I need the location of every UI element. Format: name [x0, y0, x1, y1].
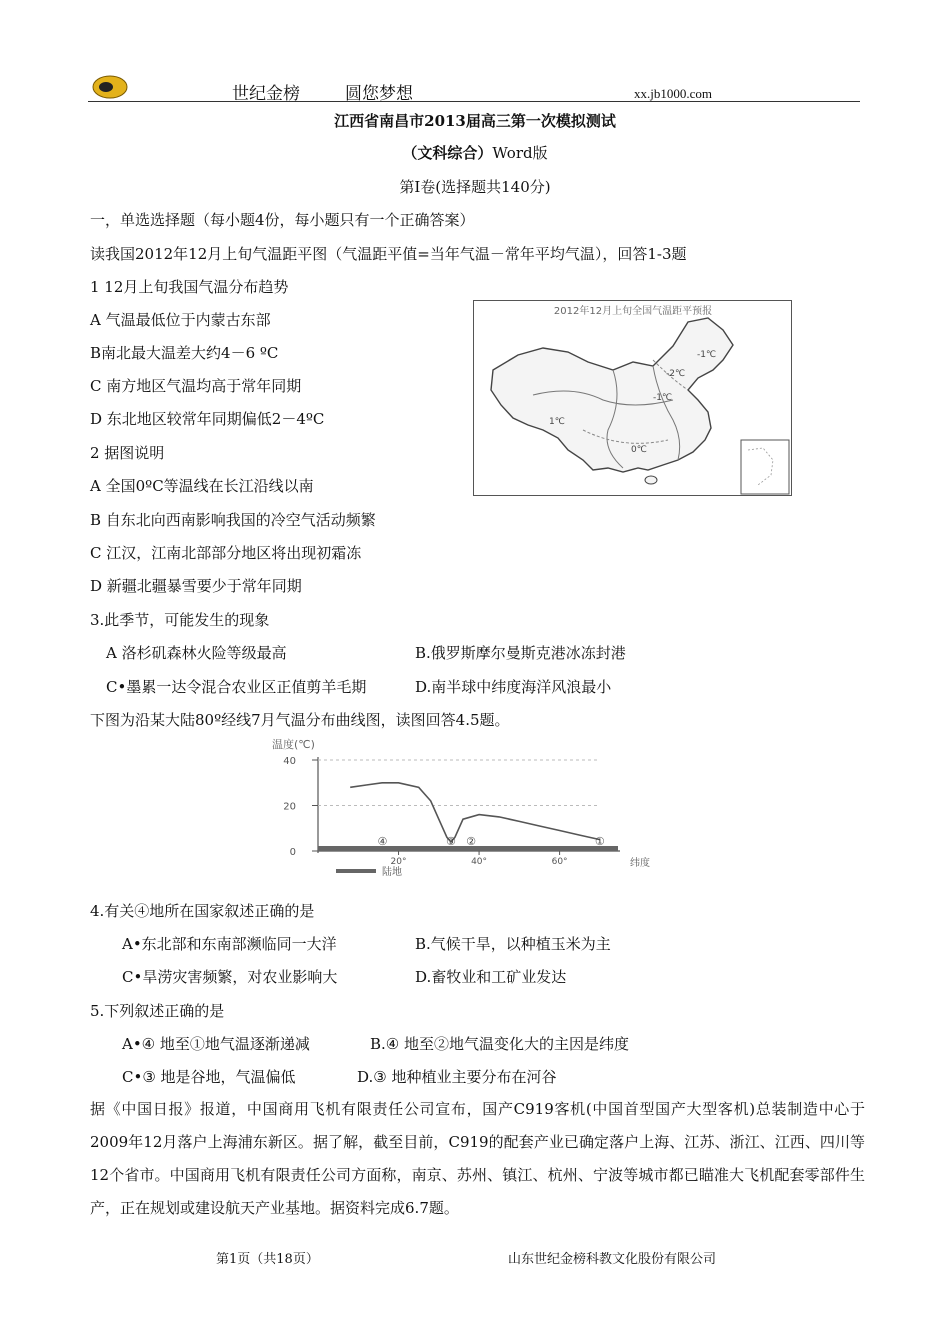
temperature-series-line [350, 783, 600, 842]
header-brand: 世纪金榜 [232, 84, 300, 104]
q2-stem: 2 据图说明 [90, 444, 165, 462]
point-marker-label: ① [594, 835, 605, 848]
map-label: 1℃ [549, 417, 565, 427]
legend-label: 陆地 [382, 867, 402, 878]
q5-stem: 5.下列叙述正确的是 [90, 1002, 225, 1020]
q3-stem: 3.此季节，可能发生的现象 [90, 611, 270, 629]
q2-option-c: C 江汉，江南北部部分地区将出现初霜冻 [90, 544, 362, 562]
temperature-anomaly-map [473, 300, 792, 496]
q3-option-a: A 洛杉矶森林火险等级最高 [106, 644, 287, 662]
y-tick-label: 20 [283, 801, 296, 813]
part-heading: 第Ⅰ卷(选择题共140分) [399, 178, 551, 196]
q1-option-d: D 东北地区较常年同期偏低2－4ºC [90, 410, 325, 428]
y-tick-label: 40 [283, 756, 296, 767]
q4-stem: 4.有关④地所在国家叙述正确的是 [90, 902, 315, 920]
q5-option-a: A•④ 地至①地气温逐渐递减 [122, 1035, 310, 1053]
map-title: 2012年12月上旬全国气温距平预报 [553, 306, 713, 317]
x-tick-label: 60° [551, 857, 568, 867]
q5-option-c: C•③ 地是谷地，气温偏低 [122, 1068, 296, 1086]
point-marker-label: ④ [377, 835, 388, 848]
map-label: -1℃ [653, 393, 673, 403]
reading-passage: 据《中国日报》报道，中国商用飞机有限责任公司宣布，国产C919客机(中国首型国产大型客机)总装制造中心于2009年12月落户上海浦东新区。据了解，截至目前，C919的配套产业已确定落户上海、江苏、浙江、江西、四川等12个省市。中国商用飞机有限责任公司方面称，南京、苏州、镇江、杭州、宁波等城市都已瞄准大飞机配套零部件生产，正在规划或建设航天产业基地。据资料完成6.7题。 [90, 1100, 865, 1217]
map-label: -2℃ [666, 369, 686, 379]
q2-option-a: A 全国0ºC等温线在长江沿线以南 [90, 477, 314, 495]
x-tick-label: 20° [390, 857, 407, 867]
q1-option-a: A 气温最低位于内蒙古东部 [90, 311, 271, 329]
point-marker-label: ② [466, 835, 476, 848]
q3-option-b: B.俄罗斯摩尔曼斯克港冰冻封港 [415, 644, 626, 662]
footer-page: 第1页（共18页） [216, 1252, 319, 1267]
q4-option-c: C•旱涝灾害频繁，对农业影响大 [122, 968, 338, 986]
map-label: 0℃ [631, 445, 647, 455]
doc-title: 江西省南昌市2013届高三第一次模拟测试 [334, 112, 616, 130]
doc-subtitle-rest: Word版 [492, 144, 548, 162]
point-marker-label: ③ [445, 835, 456, 848]
x-tick-label: 40° [471, 857, 488, 867]
q5-option-b: B.④ 地至②地气温变化大的主因是纬度 [370, 1035, 630, 1053]
header-motto: 圆您梦想 [345, 84, 413, 104]
q2-option-b: B 自东北向西南影响我国的冷空气活动频繁 [90, 511, 376, 529]
q4-option-d: D.畜牧业和工矿业发达 [415, 968, 567, 986]
q1-stem: 1 12月上旬我国气温分布趋势 [90, 278, 289, 296]
q4-option-a: A•东北部和东南部濒临同一大洋 [122, 935, 337, 953]
logo-icon [90, 70, 130, 100]
chart-ylabel: 温度(℃) [272, 738, 315, 751]
q3-option-c: C•墨累一达令混合农业区正值剪羊毛期 [106, 678, 367, 696]
footer-company: 山东世纪金榜科教文化股份有限公司 [508, 1252, 717, 1267]
chart-xlabel: 纬度 [630, 858, 650, 869]
temperature-latitude-chart [270, 735, 665, 880]
q1-option-b: B南北最大温差大约4－6 ºC [90, 344, 279, 362]
q1-option-c: C 南方地区气温均高于常年同期 [90, 377, 302, 395]
section-intro: 读我国2012年12月上旬气温距平图（气温距平值=当年气温－常年平均气温），回答1-3题 [90, 245, 687, 263]
doc-subtitle-bold: （文科综合） [402, 144, 493, 162]
intro-q4-q5: 下图为沿某大陆80º经线7月气温分布曲线图，读图回答4.5题。 [90, 711, 510, 729]
doc-subtitle [0, 142, 950, 163]
y-tick-label: 0 [289, 847, 296, 858]
q4-option-b: B.气候干旱，以种植玉米为主 [415, 935, 611, 953]
header-url: xx.jb1000.com [634, 86, 712, 101]
section-heading: 一，单选选择题（每小题4份，每小题只有一个正确答案） [90, 211, 475, 229]
q2-option-d: D 新疆北疆暴雪要少于常年同期 [90, 577, 302, 595]
q3-option-d: D.南半球中纬度海洋风浪最小 [415, 678, 612, 696]
legend-swatch [336, 869, 376, 873]
map-label: -1℃ [697, 350, 717, 360]
header-divider [88, 101, 860, 102]
q5-option-d: D.③ 地种植业主要分布在河谷 [357, 1068, 557, 1086]
